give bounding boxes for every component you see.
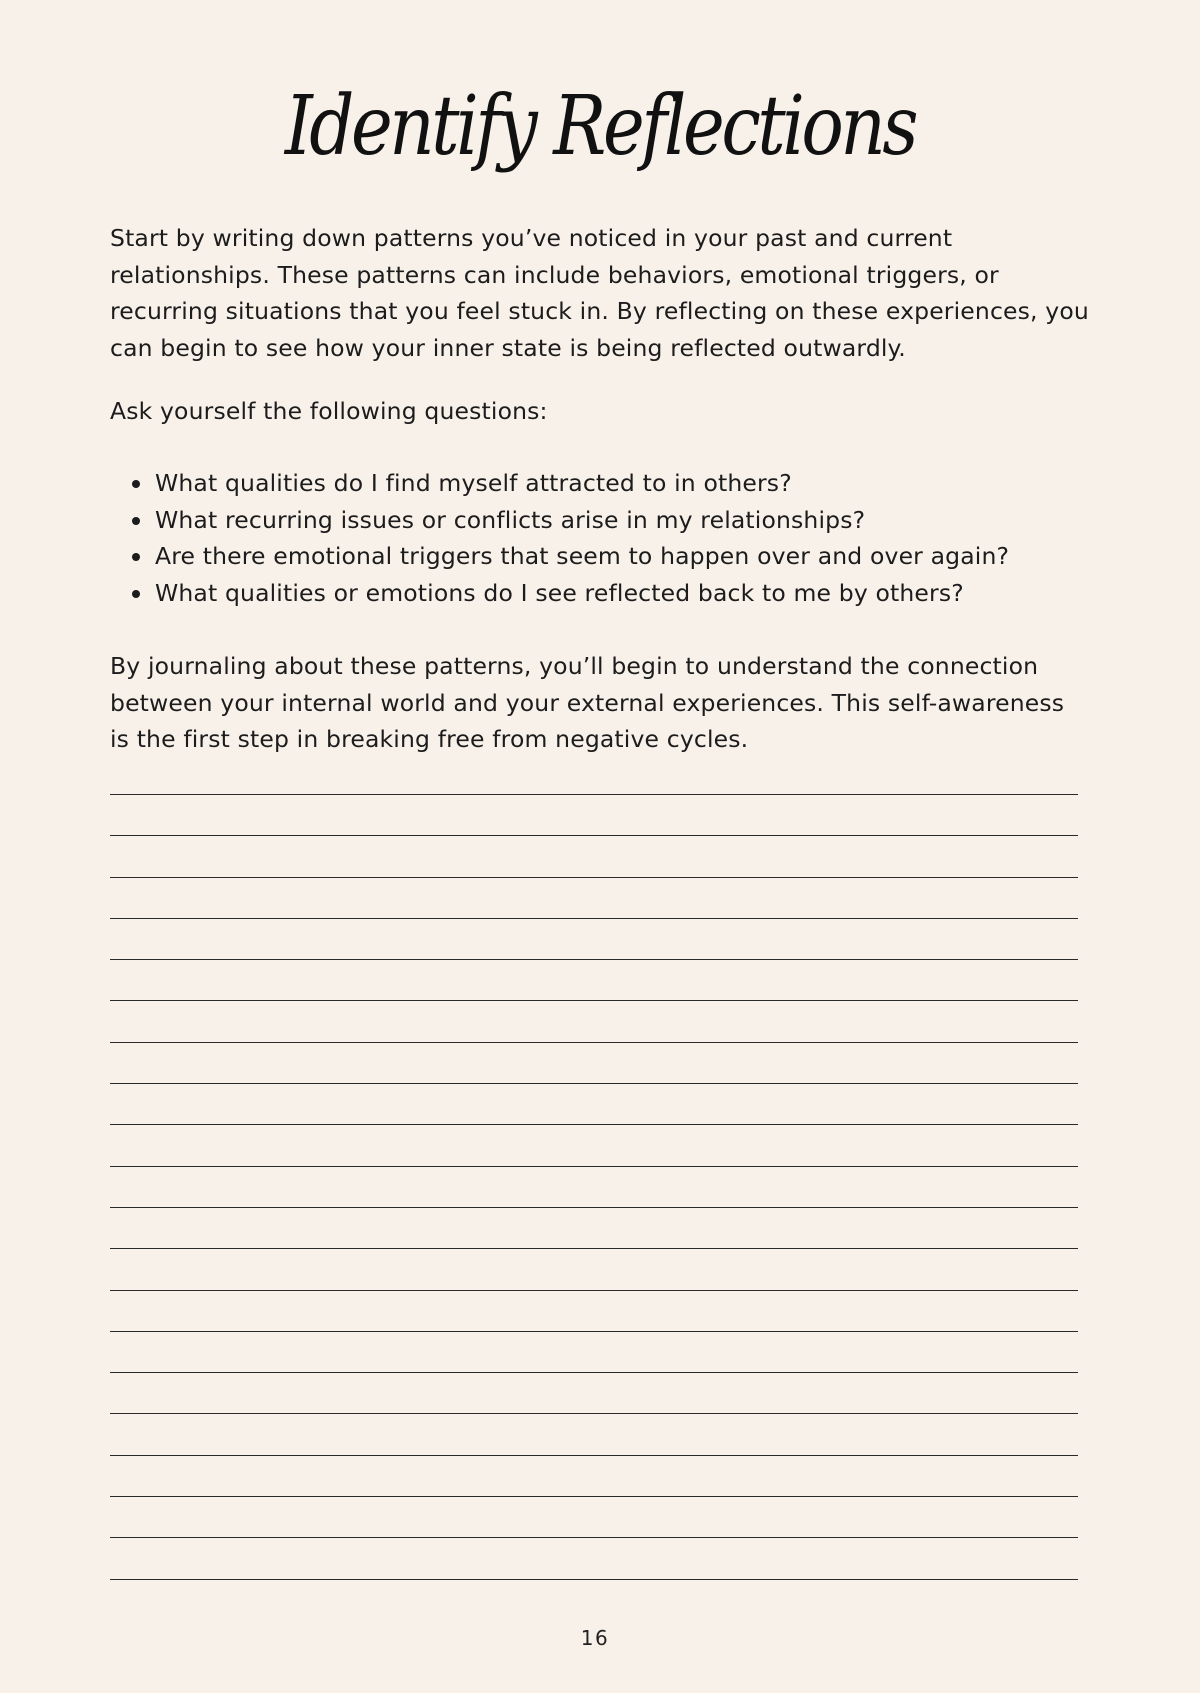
bullet-icon xyxy=(132,553,140,561)
writing-line[interactable] xyxy=(110,1248,1078,1289)
bullet-icon xyxy=(132,590,140,598)
writing-line[interactable] xyxy=(110,959,1078,1000)
writing-line[interactable] xyxy=(110,1042,1078,1083)
writing-line[interactable] xyxy=(110,1579,1078,1620)
outro-paragraph: By journaling about these patterns, you’ll begin to understand the connection between your internal world and your external experiences. This self-awareness is the first step in breaking free from negative cycles. xyxy=(110,652,1065,754)
writing-line[interactable] xyxy=(110,835,1078,876)
writing-line[interactable] xyxy=(110,1166,1078,1207)
question-text: Are there emotional triggers that seem to happen over and over again? xyxy=(155,542,1010,571)
writing-line[interactable] xyxy=(110,1207,1078,1248)
writing-line[interactable] xyxy=(110,877,1078,918)
writing-line[interactable] xyxy=(110,1413,1078,1454)
question-text: What qualities or emotions do I see reflected back to me by others? xyxy=(155,579,964,608)
question-item xyxy=(110,538,1090,575)
writing-line[interactable] xyxy=(110,794,1078,835)
ask-prompt: Ask yourself the following questions: xyxy=(110,397,548,425)
writing-line[interactable] xyxy=(110,1331,1078,1372)
writing-line[interactable] xyxy=(110,1455,1078,1496)
question-text: What qualities do I find myself attracted to in others? xyxy=(155,469,792,497)
question-list xyxy=(110,465,1090,612)
question-item xyxy=(110,465,1090,502)
intro-paragraph: Start by writing down patterns you’ve noticed in your past and current relationships. These patterns can include behaviors, emotional triggers, or recurring situations that you feel stuck in. By reflecting on these experiences, you can begin to see how your inner state is being reflected outwardly. xyxy=(110,224,1089,363)
writing-area[interactable] xyxy=(110,794,1078,1620)
writing-line[interactable] xyxy=(110,1083,1078,1124)
page-number: 16 xyxy=(580,1626,610,1650)
question-item xyxy=(110,575,1090,612)
writing-line[interactable] xyxy=(110,1290,1078,1331)
question-text: What recurring issues or conflicts arise in my relationships? xyxy=(155,505,866,534)
question-item xyxy=(110,502,1090,539)
writing-line[interactable] xyxy=(110,1372,1078,1413)
writing-line[interactable] xyxy=(110,918,1078,959)
writing-line[interactable] xyxy=(110,1124,1078,1165)
page-title: Identify Reflections xyxy=(284,79,916,174)
writing-line[interactable] xyxy=(110,1496,1078,1537)
bullet-icon xyxy=(132,480,140,488)
bullet-icon xyxy=(132,517,140,525)
writing-line[interactable] xyxy=(110,1000,1078,1041)
writing-line[interactable] xyxy=(110,1537,1078,1578)
